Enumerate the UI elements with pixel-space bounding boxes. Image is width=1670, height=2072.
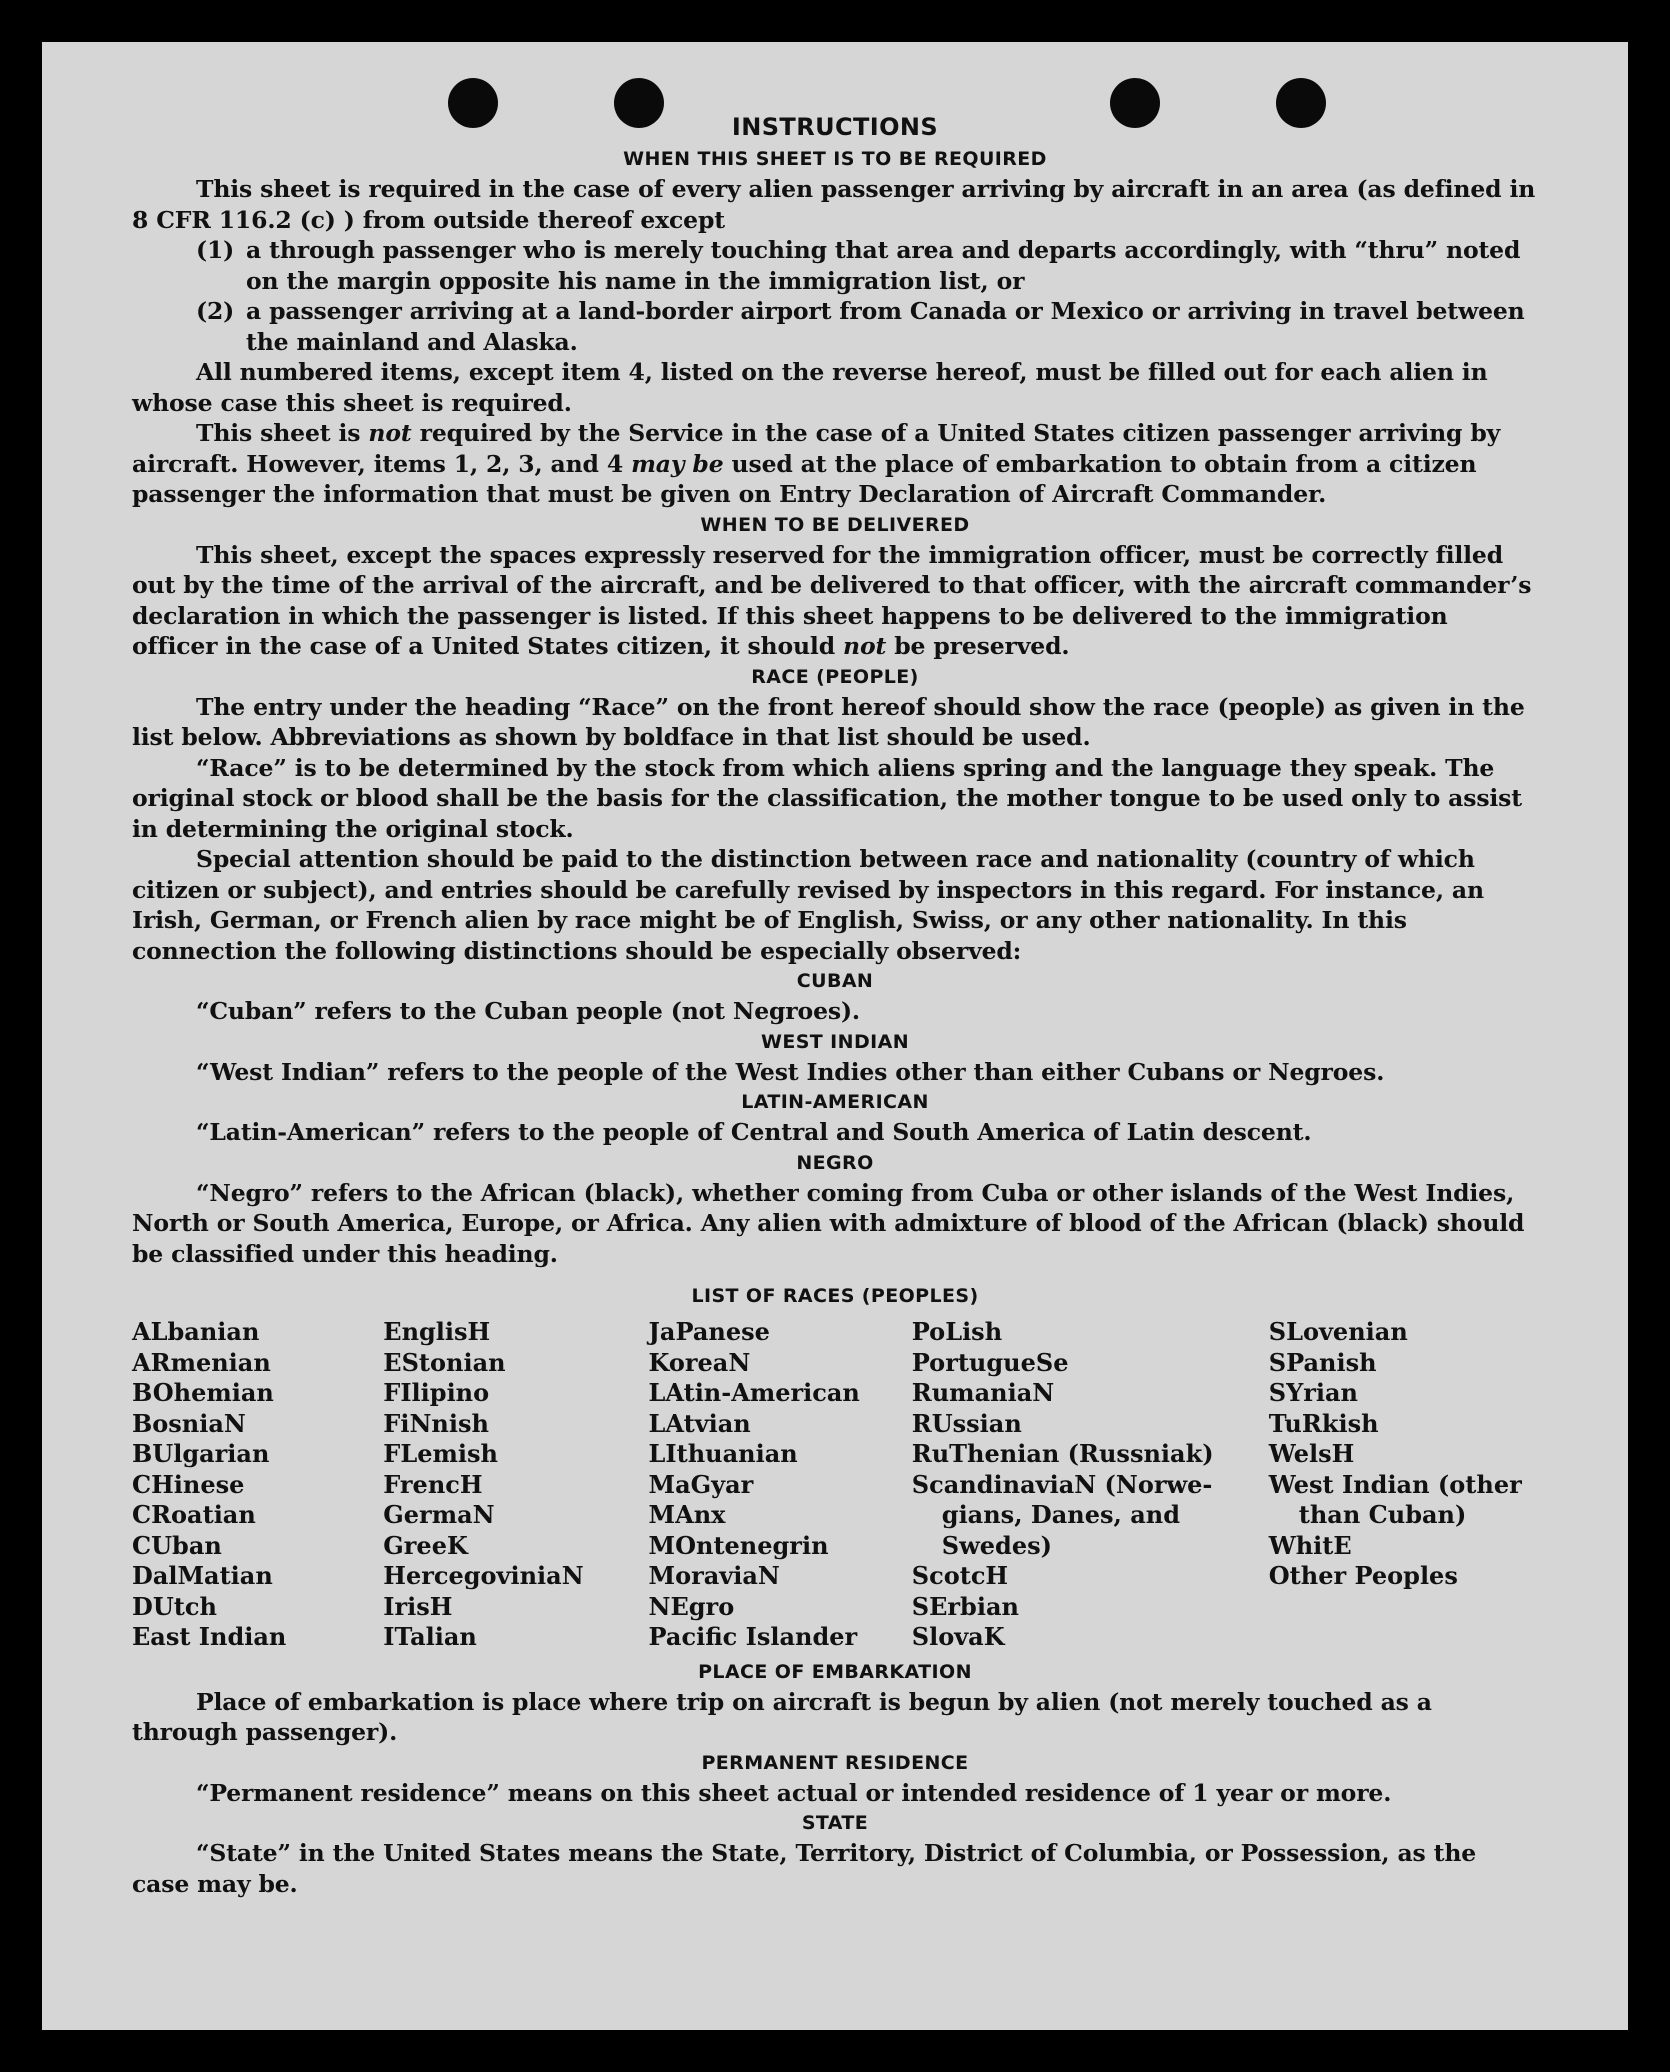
paragraph: Place of embarkation is place where trip on aircraft is begun by alien (not merely touched as a through passenger). — [132, 1687, 1432, 1746]
list-item: GermaN — [383, 1500, 495, 1529]
list-item: RuThenian (Russniak) — [911, 1439, 1214, 1468]
list-item: GreeK — [383, 1530, 468, 1560]
paragraph: “West Indian” refers to the people of the West Indies other than either Cubans or Negroes. — [196, 1057, 1385, 1086]
italic-run: may be — [631, 449, 724, 478]
list-item: LIthuanian — [648, 1439, 798, 1468]
paragraph: Special attention should be paid to the distinction between race and nationality (country of which citizen or subject), and entries should be carefully revised by inspectors in this regard. For instance, an Irish, German, or French alien by race might be of English, Swiss, or any other nationality. In this connection the following distinctions should be especially observed: — [132, 845, 1484, 965]
list-item: ScandinaviaN (Norwe- — [911, 1469, 1213, 1499]
section-heading: STATE — [801, 1812, 869, 1834]
section-heading: WHEN TO BE DELIVERED — [700, 513, 970, 536]
item-number: (2) — [196, 297, 235, 325]
list-item: KoreaN — [648, 1347, 751, 1377]
list-item: RumaniaN — [911, 1378, 1055, 1407]
item-number: (1) — [196, 236, 235, 264]
list-item: WelsH — [1268, 1439, 1355, 1468]
list-item: MaGyar — [648, 1469, 754, 1499]
list-item: West Indian (other — [1268, 1469, 1522, 1499]
race-column — [132, 1317, 383, 1653]
list-item: LAtvian — [648, 1408, 751, 1438]
list-item: ScotcH — [911, 1561, 1009, 1590]
item-text: a through passenger who is merely touching that area and departs accordingly, with “thru” noted on the margin opposite his name in the immigration list, or — [246, 236, 1521, 295]
document-content — [132, 110, 1538, 1899]
page-title: INSTRUCTIONS — [731, 113, 939, 141]
list-item: CRoatian — [132, 1500, 256, 1529]
list-item: FrencH — [383, 1469, 483, 1499]
list-item: ARmenian — [132, 1347, 271, 1377]
list-item: ALbanian — [132, 1317, 260, 1346]
list-item: BosniaN — [132, 1408, 246, 1438]
list-item: TuRkish — [1268, 1408, 1379, 1438]
list-item: EStonian — [383, 1347, 506, 1377]
list-item: than Cuban) — [1298, 1500, 1467, 1529]
list-item: CHinese — [132, 1469, 245, 1499]
list-item: PortugueSe — [911, 1347, 1069, 1377]
list-item: ITalian — [383, 1622, 477, 1651]
paragraph: “Permanent residence” means on this sheet actual or intended residence of 1 year or more. — [196, 1778, 1392, 1807]
list-item: MOntenegrin — [648, 1530, 829, 1560]
paragraph: This sheet is required in the case of every alien passenger arriving by aircraft in an area (as defined in 8 CFR 116.2 (c) ) from outside thereof except — [132, 175, 1536, 234]
paragraph: The entry under the heading “Race” on the front hereof should show the race (people) as given in the list below. Abbreviations as shown by boldface in that list should be used. — [132, 692, 1525, 751]
list-item: PoLish — [911, 1317, 1003, 1346]
list-item — [196, 235, 1538, 296]
list-item: SPanish — [1268, 1347, 1377, 1377]
section-heading: PLACE OF EMBARKATION — [698, 1660, 972, 1683]
text-run: be preserved. — [886, 632, 1070, 660]
race-column — [912, 1317, 1269, 1653]
text-run: This sheet, except the spaces expressly reserved for the immigration officer, must be correctly filled out by the time of the arrival of the aircraft, and be delivered to that officer, with the aircraft commander’s declaration in which the passenger is listed. If this sheet happens to be delivered to the immigration officer in the case of a United States citizen, it should — [132, 540, 1532, 660]
list-item: JaPanese — [648, 1317, 770, 1346]
paragraph: “State” in the United States means the State, Territory, District of Columbia, or Possession, as the case may be. — [132, 1839, 1477, 1898]
list-item: RUssian — [911, 1408, 1022, 1438]
list-item: SYrian — [1268, 1378, 1358, 1407]
paragraph: “Negro” refers to the African (black), whether coming from Cuba or other islands of the West Indies, North or South America, Europe, or Africa. Any alien with admixture of blood of the African (black) should be classified under this heading. — [132, 1178, 1525, 1268]
list-item: gians, Danes, and — [941, 1500, 1180, 1529]
paragraph — [132, 540, 1538, 662]
list-item: Pacific Islander — [648, 1622, 858, 1651]
exception-list — [132, 235, 1538, 357]
list-item: NEgro — [648, 1591, 735, 1621]
list-item: CUban — [132, 1530, 222, 1560]
list-item: DUtch — [132, 1591, 217, 1621]
race-list — [132, 1317, 1538, 1653]
paragraph: “Latin-American” refers to the people of Central and South America of Latin descent. — [196, 1118, 1312, 1146]
list-item: SErbian — [911, 1591, 1019, 1621]
list-item: FLemish — [383, 1439, 498, 1468]
section-heading: PERMANENT RESIDENCE — [701, 1751, 969, 1774]
list-item: East Indian — [132, 1622, 287, 1651]
list-item: FiNnish — [383, 1408, 489, 1438]
italic-run: not — [368, 419, 412, 447]
paragraph — [132, 418, 1538, 510]
list-item — [196, 296, 1538, 357]
text-run: This sheet is — [196, 419, 369, 447]
list-item: WhitE — [1268, 1530, 1352, 1560]
item-text: a passenger arriving at a land-border airport from Canada or Mexico or arriving in travel between the mainland and Alaska. — [246, 297, 1525, 356]
list-item: BUlgarian — [132, 1439, 270, 1468]
section-heading: LATIN-AMERICAN — [741, 1091, 929, 1113]
document-sheet — [42, 42, 1628, 2030]
list-item: IrisH — [383, 1591, 453, 1621]
race-column — [1269, 1317, 1538, 1653]
section-heading: NEGRO — [796, 1151, 874, 1174]
list-item: HercegoviniaN — [383, 1561, 584, 1590]
italic-run: not — [843, 632, 887, 660]
paragraph: “Race” is to be determined by the stock from which aliens spring and the language they speak. The original stock or blood shall be the basis for the classification, the mother tongue to be used only to assist in determining the original stock. — [132, 753, 1522, 843]
paragraph: All numbered items, except item 4, listed on the reverse hereof, must be filled out for each alien in whose case this sheet is required. — [132, 358, 1488, 417]
list-item: MoraviaN — [648, 1561, 780, 1590]
section-heading: RACE (PEOPLE) — [751, 665, 919, 688]
list-item: Swedes) — [941, 1530, 1052, 1560]
text-run: used at the place of embarkation to obtain from a citizen passenger the information that must be given on Entry Declaration of Aircraft Commander. — [132, 449, 1477, 508]
paragraph: “Cuban” refers to the Cuban people (not Negroes). — [196, 997, 860, 1025]
list-item: FIlipino — [383, 1378, 490, 1407]
section-heading: WHEN THIS SHEET IS TO BE REQUIRED — [623, 148, 1047, 170]
list-item: Other Peoples — [1268, 1561, 1458, 1590]
list-item: MAnx — [648, 1500, 726, 1529]
list-item: DalMatian — [132, 1561, 273, 1590]
list-item: SLovenian — [1268, 1317, 1408, 1346]
section-heading: LIST OF RACES (PEOPLES) — [691, 1285, 979, 1307]
list-item: EnglisH — [383, 1317, 491, 1346]
list-item: LAtin-American — [648, 1378, 860, 1407]
race-column — [649, 1317, 912, 1653]
race-column — [383, 1317, 648, 1653]
section-heading: WEST INDIAN — [760, 1030, 909, 1053]
list-item: BOhemian — [132, 1378, 274, 1407]
list-item: SlovaK — [911, 1622, 1005, 1651]
section-heading: CUBAN — [796, 970, 874, 992]
text-run: required by the Service in the case of a United States citizen passenger arriving by aircraft. However, items 1, 2, 3, and 4 — [132, 419, 1501, 478]
